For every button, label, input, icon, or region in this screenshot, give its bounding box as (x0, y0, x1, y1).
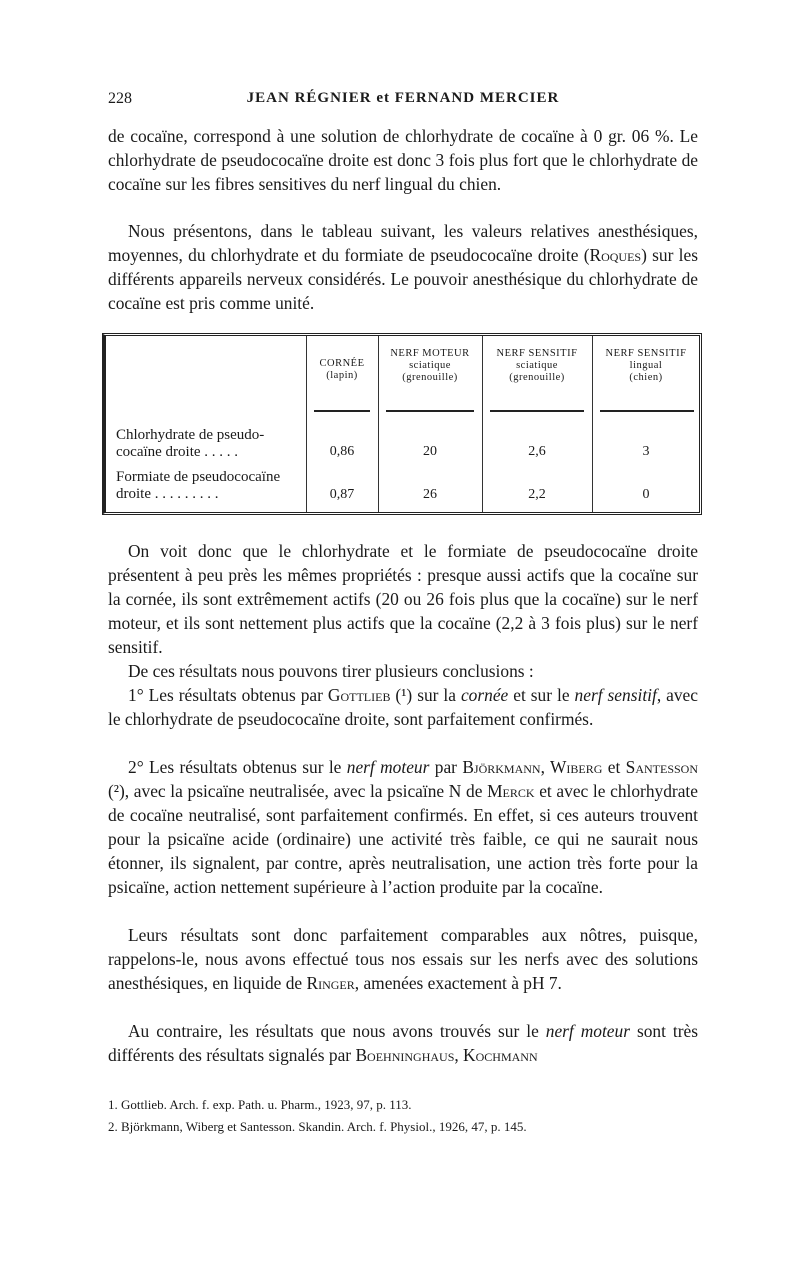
paragraph-7: Leurs résultats sont donc parfaitement comparables aux nôtres, puisque, rappelons-le, nous avons effectué tous nos essais sur les nerfs avec des solutions anesthésiques, en liquide de Ringer, amenées exactement à pH 7. (108, 925, 698, 993)
table-cell: 2,6 (528, 444, 546, 459)
author-name: Merck (487, 781, 535, 801)
paragraph-5: 1° Les résultats obtenus par Gottlieb (¹) sur la cornée et sur le nerf sensitif, avec le chlorhydrate de pseudococaïne droite, sont parfaitement confirmés. (108, 685, 698, 729)
paragraph-3: On voit donc que le chlorhydrate et le formiate de pseudococaïne droite présentent à peu près les mêmes propriétés : presque aussi actifs que la cocaïne sur la cornée, ils sont extrêmement actifs (20 ou 26 fois plus que la cocaïne) sur le nerf moteur, et ils sont nettement plus actifs que la cocaïne (2,2 à 3 fois plus) sur le nerf sensitif. (108, 541, 698, 657)
row-label-chlorhydrate: Chlorhydrate de pseudo- cocaïne droite . . . . . (116, 427, 265, 460)
paragraph-8: Au contraire, les résultats que nous avons trouvés sur le nerf moteur sont très différents des résultats signalés par Boehninghaus, Kochmann (108, 1021, 699, 1065)
author-name: Gottlieb (327, 685, 391, 705)
author-name: Roques (589, 245, 642, 265)
table-cell: 0,87 (329, 487, 355, 502)
table-cell: 2,2 (528, 487, 546, 502)
author-name: Boehninghaus, Kochmann (355, 1045, 538, 1065)
results-table (102, 333, 702, 515)
header-rule (386, 410, 474, 412)
table-cell: 3 (642, 444, 650, 459)
paragraph-1: de cocaïne, correspond à une solution de chlorhydrate de cocaïne à 0 gr. 06 %. Le chlorhydrate de pseudococaïne droite est donc 3 fois plus fort que le chlorhydrate de cocaïne sur les fibres sensitives du nerf lingual du chien. (108, 126, 698, 194)
page-number: 228 (108, 90, 132, 107)
paragraph-6: 2° Les résultats obtenus sur le nerf moteur par Björkmann, Wiberg et Santesson (²), avec la psicaïne neutralisée, avec la psicaïne N de Merck et avec le chlorhydrate de cocaïne neutralisé, sont parfaitement confirmés. En effet, si ces auteurs trouvent pour la psicaïne acide (ordinaire) une activité très faible, ce qui ne saurait nous étonner, ils signalent, par contre, après neutralisation, une action très forte pour la psicaïne, action nettement supérieure à l’action produite par la cocaïne. (108, 757, 698, 897)
header-rule (314, 410, 370, 412)
author-name: Ringer (306, 973, 355, 993)
column-header-nerf-sensitif-sciatique: NERF SENSITIF sciatique (grenouille) (496, 348, 578, 383)
footnote-1: 1. Gottlieb. Arch. f. exp. Path. u. Pharm., 1923, 97, p. 113. (108, 1097, 412, 1112)
column-header-cornee: CORNÉE (lapin) (319, 358, 365, 381)
header-rule (600, 410, 694, 412)
column-header-nerf-moteur: NERF MOTEUR sciatique (grenouille) (390, 348, 470, 383)
page-header (108, 90, 698, 114)
footnotes (108, 1094, 708, 1138)
paragraph-2: Nous présentons, dans le tableau suivant, les valeurs relatives anesthésiques, moyennes, du chlorhydrate et du formiate de pseudococaïne droite (Roques) sur les différents appareils nerveux considérés. Le pouvoir anesthésique du chlorhydrate de cocaïne est pris comme unité. (108, 221, 699, 313)
table-cell: 26 (423, 487, 437, 502)
paragraph-4: De ces résultats nous pouvons tirer plusieurs conclusions : (128, 661, 534, 681)
table-cell: 0,86 (329, 444, 355, 459)
author-name: Santesson (625, 757, 698, 777)
running-title: JEAN RÉGNIER et FERNAND MERCIER (246, 90, 560, 106)
table-cell: 20 (423, 444, 437, 459)
footnote-2: 2. Björkmann, Wiberg et Santesson. Skandin. Arch. f. Physiol., 1926, 47, p. 145. (108, 1119, 527, 1134)
column-header-nerf-sensitif-lingual: NERF SENSITIF lingual (chien) (605, 348, 687, 383)
header-rule (490, 410, 584, 412)
row-label-formiate: Formiate de pseudococaïne droite . . . . . . . . . (116, 469, 281, 502)
author-name: Björkmann, Wiberg (462, 757, 603, 777)
table-cell: 0 (642, 487, 650, 502)
